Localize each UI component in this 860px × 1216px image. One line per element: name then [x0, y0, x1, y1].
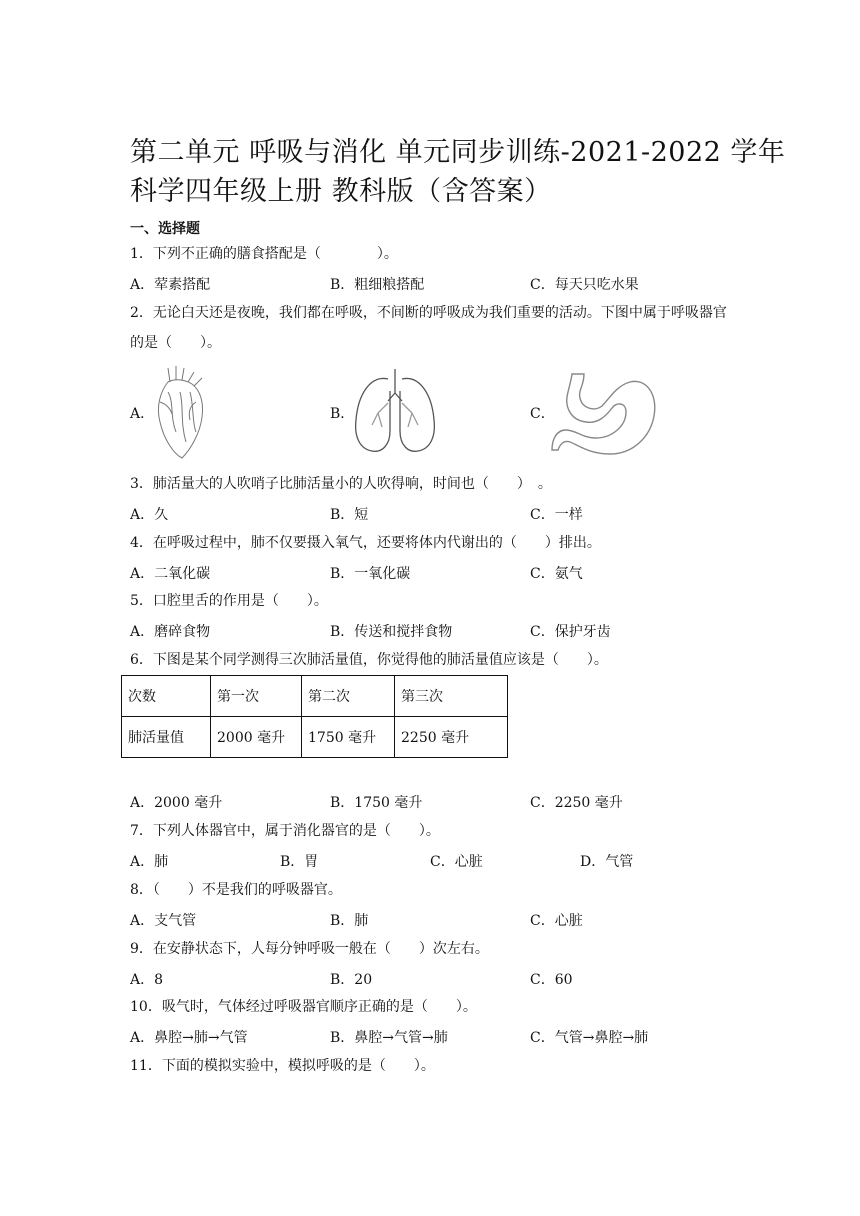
- q6-option-c[interactable]: C．2250 毫升: [530, 795, 623, 811]
- question-11: 11．下面的模拟实验中，模拟呼吸的是（ ）。: [130, 1058, 435, 1074]
- question-10: 10．吸气时，气体经过呼吸器官顺序正确的是（ ）。: [130, 999, 477, 1015]
- table-cell: 肺活量值: [122, 717, 211, 758]
- question-8: 8．（ ）不是我们的呼吸器官。: [130, 882, 342, 898]
- table-cell: 第一次: [211, 676, 302, 717]
- question-3: 3．肺活量大的人吹哨子比肺活量小的人吹得响，时间也（ ） 。: [130, 476, 552, 492]
- table-row: [122, 676, 508, 717]
- q5-option-c[interactable]: C．保护牙齿: [530, 624, 611, 640]
- q3-option-b[interactable]: B．短: [330, 507, 369, 523]
- q7-option-b[interactable]: B．胃: [280, 854, 319, 870]
- heart-icon: [150, 362, 210, 462]
- question-1: 1．下列不正确的膳食搭配是（ ）。: [130, 246, 398, 262]
- question-4: 4．在呼吸过程中，肺不仅要摄入氧气，还要将体内代谢出的（ ）排出。: [130, 535, 601, 551]
- q1-option-a[interactable]: A．荤素搭配: [130, 277, 211, 293]
- q4-option-c[interactable]: C．氨气: [530, 566, 583, 582]
- q3-option-c[interactable]: C．一样: [530, 507, 583, 523]
- q9-option-a[interactable]: A．8: [130, 972, 164, 988]
- title-line-1: 第二单元 呼吸与消化 单元同步训练-2021-2022 学年: [130, 137, 786, 168]
- q8-option-c[interactable]: C．心脏: [530, 913, 583, 929]
- q7-option-d[interactable]: D．气管: [580, 854, 634, 870]
- q6-option-b[interactable]: B．1750 毫升: [330, 795, 423, 811]
- lungs-icon: [350, 365, 440, 455]
- q4-option-a[interactable]: A．二氧化碳: [130, 566, 211, 582]
- q4-option-b[interactable]: B．一氧化碳: [330, 566, 411, 582]
- q5-option-a[interactable]: A．磨碎食物: [130, 624, 211, 640]
- question-7: 7．下列人体器官中，属于消化器官的是（ ）。: [130, 823, 440, 839]
- q1-option-b[interactable]: B．粗细粮搭配: [330, 277, 425, 293]
- q2-option-c[interactable]: C．: [530, 406, 555, 422]
- question-6: 6．下图是某个同学测得三次肺活量值，你觉得他的肺活量值应该是（ ）。: [130, 652, 608, 668]
- q7-option-a[interactable]: A．肺: [130, 854, 169, 870]
- q9-option-c[interactable]: C．60: [530, 972, 573, 988]
- stomach-icon: [550, 368, 662, 460]
- q7-option-c[interactable]: C．心脏: [430, 854, 483, 870]
- q5-option-b[interactable]: B．传送和搅拌食物: [330, 624, 453, 640]
- q8-option-a[interactable]: A．支气管: [130, 913, 197, 929]
- question-9: 9．在安静状态下，人每分钟呼吸一般在（ ）次左右。: [130, 941, 489, 957]
- lung-capacity-table: [121, 675, 508, 758]
- q10-option-c[interactable]: C．气管→鼻腔→肺: [530, 1030, 649, 1046]
- q3-option-a[interactable]: A．久: [130, 507, 169, 523]
- question-5: 5．口腔里舌的作用是（ ）。: [130, 593, 328, 609]
- table-cell: 第三次: [395, 676, 508, 717]
- table-cell: 1750 毫升: [302, 717, 395, 758]
- table-cell: 2000 毫升: [211, 717, 302, 758]
- table-cell: 2250 毫升: [395, 717, 508, 758]
- q2-option-a[interactable]: A．: [130, 406, 155, 422]
- q10-option-b[interactable]: B．鼻腔→气管→肺: [330, 1030, 448, 1046]
- q6-option-a[interactable]: A．2000 毫升: [130, 795, 223, 811]
- question-2: 2．无论白天还是夜晚，我们都在呼吸，不间断的呼吸成为我们重要的活动。下图中属于呼吸器官的是（ ）。: [130, 305, 727, 351]
- section-heading: 一、选择题: [130, 221, 200, 237]
- title-line-2: 科学四年级上册 教科版（含答案）: [130, 176, 552, 207]
- q8-option-b[interactable]: B．肺: [330, 913, 369, 929]
- table-row: [122, 717, 508, 758]
- table-cell: 次数: [122, 676, 211, 717]
- q9-option-b[interactable]: B．20: [330, 972, 373, 988]
- table-cell: 第二次: [302, 676, 395, 717]
- q2-option-b[interactable]: B．: [330, 406, 355, 422]
- q1-option-c[interactable]: C．每天只吃水果: [530, 277, 639, 293]
- q10-option-a[interactable]: A．鼻腔→肺→气管: [130, 1030, 248, 1046]
